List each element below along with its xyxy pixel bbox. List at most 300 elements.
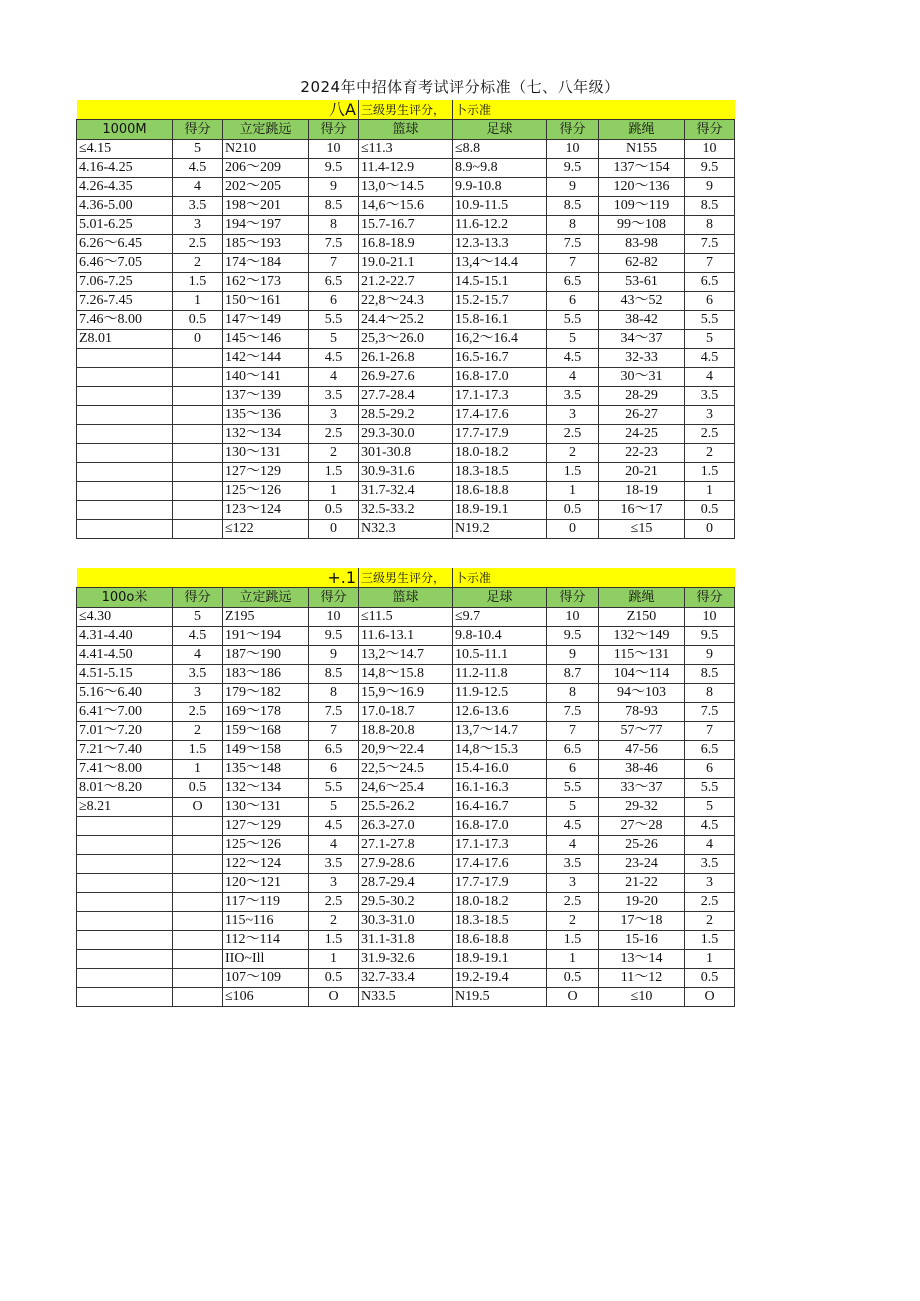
table-cell: 1.5 [173,741,223,760]
column-header: 得分 [173,588,223,608]
table-cell: 28-29 [599,387,685,406]
table-cell: 179～182 [223,684,309,703]
table-cell: 2.5 [309,425,359,444]
table-cell: ≤15 [599,520,685,539]
table-cell: O [547,988,599,1007]
table-cell: 15-16 [599,931,685,950]
table-cell: 18.9-19.1 [453,950,547,969]
table-cell: 30.9-31.6 [359,463,453,482]
table-row [77,684,735,703]
table-cell: 17.0-18.7 [359,703,453,722]
table-cell: 0 [547,520,599,539]
table-cell: 150～161 [223,292,309,311]
table-cell: 18.3-18.5 [453,463,547,482]
table-cell: 17.4-17.6 [453,406,547,425]
table-cell: 115~116 [223,912,309,931]
table-cell: 57～77 [599,722,685,741]
table-cell: 32.7-33.4 [359,969,453,988]
table-cell: N19.5 [453,988,547,1007]
table-row [77,520,735,539]
table-cell [77,950,173,969]
table-cell: 27.7-28.4 [359,387,453,406]
table-cell: 9.5 [685,627,735,646]
table-cell: 4 [547,368,599,387]
table-row [77,349,735,368]
banner-right: 卜示准 [453,568,735,588]
table-cell: ≤4.15 [77,140,173,159]
table-cell: 4.5 [685,817,735,836]
table-cell: 7.46～8.00 [77,311,173,330]
table-cell: 3 [309,406,359,425]
table-cell: 145～146 [223,330,309,349]
table-row [77,665,735,684]
table-cell [77,482,173,501]
table-cell: 27～28 [599,817,685,836]
table-cell: 206～209 [223,159,309,178]
table-cell [173,406,223,425]
table-cell: 1 [547,482,599,501]
table-cell: 7.26-7.45 [77,292,173,311]
table-cell: 0.5 [547,969,599,988]
table-cell: 27.1-27.8 [359,836,453,855]
table-cell: Z195 [223,608,309,627]
table-cell: 8 [309,684,359,703]
table-cell: 3.5 [547,855,599,874]
table-cell [77,387,173,406]
table-cell: 29.3-30.0 [359,425,453,444]
score-table-boys-2 [76,568,735,1007]
table-cell: 0 [309,520,359,539]
table-cell: ≤122 [223,520,309,539]
table-cell: 132～134 [223,779,309,798]
table-cell: 3.5 [685,855,735,874]
table-cell: 3 [547,406,599,425]
table-cell: 78-93 [599,703,685,722]
table-cell: 2.5 [547,425,599,444]
table-cell: 4 [173,646,223,665]
table-cell: N33.5 [359,988,453,1007]
table-cell: 10 [547,608,599,627]
table-cell: 140～141 [223,368,309,387]
table-cell: 16～17 [599,501,685,520]
table-cell: 14,6～15.6 [359,197,453,216]
table-cell: 149～158 [223,741,309,760]
header-row [77,120,735,140]
table-cell: 10 [685,140,735,159]
table-row [77,501,735,520]
table-cell: 13,4～14.4 [453,254,547,273]
banner-left: +.1 [77,568,359,588]
table-cell: 14.5-15.1 [453,273,547,292]
table-cell [173,931,223,950]
table-cell: 17～18 [599,912,685,931]
table-cell: 169～178 [223,703,309,722]
table-cell: 109～119 [599,197,685,216]
table-row [77,931,735,950]
table-cell: 3.5 [173,665,223,684]
table-row [77,406,735,425]
table-cell: 6 [685,760,735,779]
column-header: 立定跳远 [223,120,309,140]
table-cell [173,950,223,969]
table-cell: 8.5 [309,665,359,684]
table-row [77,608,735,627]
column-header: 得分 [309,120,359,140]
table-cell: 185～193 [223,235,309,254]
table-cell: 4.36-5.00 [77,197,173,216]
table-cell: ≤4.30 [77,608,173,627]
table-row [77,387,735,406]
table-cell: 3.5 [309,855,359,874]
score-table-boys [76,100,735,539]
table-cell: 202～205 [223,178,309,197]
table-cell: 26-27 [599,406,685,425]
table-row [77,140,735,159]
table-cell: 7 [547,254,599,273]
table-cell: 198～201 [223,197,309,216]
table-cell: 18.3-18.5 [453,912,547,931]
table-cell: 8.5 [547,197,599,216]
table-cell: 13,2～14.7 [359,646,453,665]
table-cell: 11.4-12.9 [359,159,453,178]
table-cell: 16.8-17.0 [453,817,547,836]
table-cell: 24-25 [599,425,685,444]
table-cell: 11～12 [599,969,685,988]
table-banner [77,100,735,120]
table-cell: 4.5 [547,817,599,836]
table-cell: 1.5 [685,931,735,950]
table-cell: 3 [685,874,735,893]
table-cell: 125～126 [223,482,309,501]
table-cell: 1 [173,292,223,311]
table-cell: 17.7-17.9 [453,425,547,444]
table-cell: 125～126 [223,836,309,855]
table-cell [77,406,173,425]
table-cell [173,893,223,912]
table-cell: ≤11.3 [359,140,453,159]
table-cell: O [685,988,735,1007]
table-cell: 1.5 [309,463,359,482]
table-cell [77,912,173,931]
table-cell: 6.5 [309,741,359,760]
table-cell [77,349,173,368]
table-cell: 30.3-31.0 [359,912,453,931]
table-cell: 4 [547,836,599,855]
table-cell: 15.7-16.7 [359,216,453,235]
table-cell: 17.4-17.6 [453,855,547,874]
table-cell [77,520,173,539]
table-cell: 7 [309,722,359,741]
table-cell: 18.0-18.2 [453,893,547,912]
table-row [77,874,735,893]
table-cell: 142～144 [223,349,309,368]
table-cell: 5 [547,798,599,817]
table-row [77,950,735,969]
table-row [77,741,735,760]
table-row [77,368,735,387]
column-header: 得分 [173,120,223,140]
column-header: 100o米 [77,588,173,608]
table-cell: 8.5 [685,665,735,684]
table-cell: 8.5 [309,197,359,216]
table-cell: 5 [173,608,223,627]
table-row [77,893,735,912]
table-cell: 17.7-17.9 [453,874,547,893]
table-cell [77,463,173,482]
table-cell: 120～121 [223,874,309,893]
table-cell: 4.26-4.35 [77,178,173,197]
table-cell: 29.5-30.2 [359,893,453,912]
table-banner [77,568,735,588]
table-cell: 22,5～24.5 [359,760,453,779]
table-cell: 47-56 [599,741,685,760]
table-cell: 8.5 [685,197,735,216]
table-cell: 6.5 [309,273,359,292]
table-cell: 7.5 [547,235,599,254]
table-cell: 2.5 [685,893,735,912]
table-cell [173,387,223,406]
table-row [77,988,735,1007]
table-cell: 7.5 [309,235,359,254]
table-cell: 14,8～15.3 [453,741,547,760]
table-cell: 10 [685,608,735,627]
table-cell: 9.5 [685,159,735,178]
table-cell: 0.5 [309,969,359,988]
table-cell [173,988,223,1007]
table-cell: 10 [309,608,359,627]
table-cell: 0.5 [547,501,599,520]
table-cell: 99～108 [599,216,685,235]
table-cell [77,988,173,1007]
table-cell: 174～184 [223,254,309,273]
table-cell: O [173,798,223,817]
table-cell: 16.1-16.3 [453,779,547,798]
table-cell: 13～14 [599,950,685,969]
table-cell: 16,2～16.4 [453,330,547,349]
table-cell: 3 [547,874,599,893]
table-cell: 9.9-10.8 [453,178,547,197]
table-row [77,463,735,482]
table-cell: 5.5 [547,311,599,330]
table-cell: ≤11.5 [359,608,453,627]
table-cell: 301-30.8 [359,444,453,463]
table-cell [173,520,223,539]
table-cell: 2.5 [173,235,223,254]
table-row [77,760,735,779]
header-row [77,588,735,608]
table-cell: 1.5 [309,931,359,950]
table-cell: 20-21 [599,463,685,482]
table-cell: 0.5 [685,501,735,520]
table-cell: ≤8.8 [453,140,547,159]
table-cell: 1 [685,950,735,969]
table-cell: 31.1-31.8 [359,931,453,950]
table-cell: 32-33 [599,349,685,368]
table-cell: 5 [309,798,359,817]
table-cell [173,501,223,520]
table-cell: 7 [685,722,735,741]
table-cell: 1.5 [547,931,599,950]
table-cell: N210 [223,140,309,159]
table-cell: 4.16-4.25 [77,159,173,178]
table-cell: 3.5 [173,197,223,216]
table-cell: 7.21～7.40 [77,741,173,760]
table-row [77,178,735,197]
column-header: 得分 [685,588,735,608]
table-cell: 1 [547,950,599,969]
table-cell: 9.5 [547,627,599,646]
table-cell: 6 [309,292,359,311]
table-cell: 30～31 [599,368,685,387]
table-cell: 3 [173,216,223,235]
table-cell: 25-26 [599,836,685,855]
table-cell: 15.2-15.7 [453,292,547,311]
table-cell: 2.5 [547,893,599,912]
table-cell: 8.01～8.20 [77,779,173,798]
table-cell: 62-82 [599,254,685,273]
table-cell: 1 [309,950,359,969]
table-cell: 3 [173,684,223,703]
table-cell: 2 [547,912,599,931]
table-cell: 130～131 [223,444,309,463]
table-cell: 4.51-5.15 [77,665,173,684]
table-cell: N32.3 [359,520,453,539]
table-cell: 2.5 [173,703,223,722]
table-cell: 11.2-11.8 [453,665,547,684]
table-row [77,722,735,741]
table-cell: 107～109 [223,969,309,988]
table-cell: 7 [547,722,599,741]
table-cell [173,855,223,874]
table-cell: 132～134 [223,425,309,444]
table-cell: 5.5 [685,311,735,330]
table-cell: 1.5 [685,463,735,482]
table-cell: 135～148 [223,760,309,779]
table-cell: 24,6～25.4 [359,779,453,798]
table-cell: 21.2-22.7 [359,273,453,292]
table-cell: 9 [309,178,359,197]
column-header: 得分 [685,120,735,140]
table-cell: 12.3-13.3 [453,235,547,254]
table-cell [173,874,223,893]
table-cell [173,482,223,501]
table-cell: 104～114 [599,665,685,684]
table-cell: 1 [173,760,223,779]
table-row [77,912,735,931]
table-cell: 123～124 [223,501,309,520]
table-cell: 26.3-27.0 [359,817,453,836]
table-cell [77,836,173,855]
table-cell: 16.4-16.7 [453,798,547,817]
table-cell: 28.5-29.2 [359,406,453,425]
table-cell: 28.7-29.4 [359,874,453,893]
column-header: 篮球 [359,588,453,608]
column-header: 足球 [453,120,547,140]
table-cell: 115～131 [599,646,685,665]
table-cell: 20,9～22.4 [359,741,453,760]
table-cell: 8.9~9.8 [453,159,547,178]
table-cell: 6.5 [547,273,599,292]
table-cell: 6.5 [685,273,735,292]
table-cell: 83-98 [599,235,685,254]
table-cell: 10 [309,140,359,159]
table-cell: 14,8～15.8 [359,665,453,684]
table-cell: 10.5-11.1 [453,646,547,665]
table-cell: 9 [685,646,735,665]
table-cell: IIO~Ill [223,950,309,969]
table-cell: 24.4～25.2 [359,311,453,330]
table-cell: 38-42 [599,311,685,330]
table-cell [173,817,223,836]
table-row [77,273,735,292]
table-row [77,216,735,235]
table-cell: 7.41～8.00 [77,760,173,779]
table-cell: 4.5 [309,349,359,368]
page-title: 2024年中招体育考试评分标准（七、八年级） [300,78,620,96]
table-cell: 22,8～24.3 [359,292,453,311]
table-cell: 18-19 [599,482,685,501]
table-row [77,254,735,273]
table-cell: 2 [547,444,599,463]
table-cell: 8 [309,216,359,235]
table-cell: 127～129 [223,463,309,482]
table-cell: 4.5 [547,349,599,368]
table-cell: 27.9-28.6 [359,855,453,874]
table-cell: 4.5 [685,349,735,368]
table-cell: 3 [309,874,359,893]
table-cell: 31.7-32.4 [359,482,453,501]
table-cell: 16.5-16.7 [453,349,547,368]
table-cell: 6 [547,760,599,779]
table-cell: 7.06-7.25 [77,273,173,292]
table-cell: ≥8.21 [77,798,173,817]
table-cell: 130～131 [223,798,309,817]
table-row [77,798,735,817]
table-cell: 6 [309,760,359,779]
table-cell: 5 [173,140,223,159]
table-cell: 187～190 [223,646,309,665]
table-cell: 2 [173,722,223,741]
table-cell [173,444,223,463]
table-cell: 18.0-18.2 [453,444,547,463]
table-cell: 159～168 [223,722,309,741]
table-row [77,292,735,311]
table-cell: 13,0～14.5 [359,178,453,197]
table-cell: 4.5 [173,627,223,646]
table-cell: 5 [547,330,599,349]
table-cell: 0 [173,330,223,349]
table-cell: 31.9-32.6 [359,950,453,969]
table-cell: 137～139 [223,387,309,406]
table-cell: 8 [685,216,735,235]
table-cell: ≤106 [223,988,309,1007]
table-row [77,197,735,216]
table-cell [77,969,173,988]
table-cell: 18.6-18.8 [453,931,547,950]
table-cell: 2 [309,444,359,463]
table-cell: O [309,988,359,1007]
table-row [77,311,735,330]
table-cell: 6 [685,292,735,311]
table-cell: 5 [685,330,735,349]
table-cell: 5.5 [547,779,599,798]
table-cell: N155 [599,140,685,159]
table-cell: 11.9-12.5 [453,684,547,703]
table-cell: 9.8-10.4 [453,627,547,646]
table-cell: 194～197 [223,216,309,235]
table-cell [173,349,223,368]
table-cell: 4.5 [173,159,223,178]
